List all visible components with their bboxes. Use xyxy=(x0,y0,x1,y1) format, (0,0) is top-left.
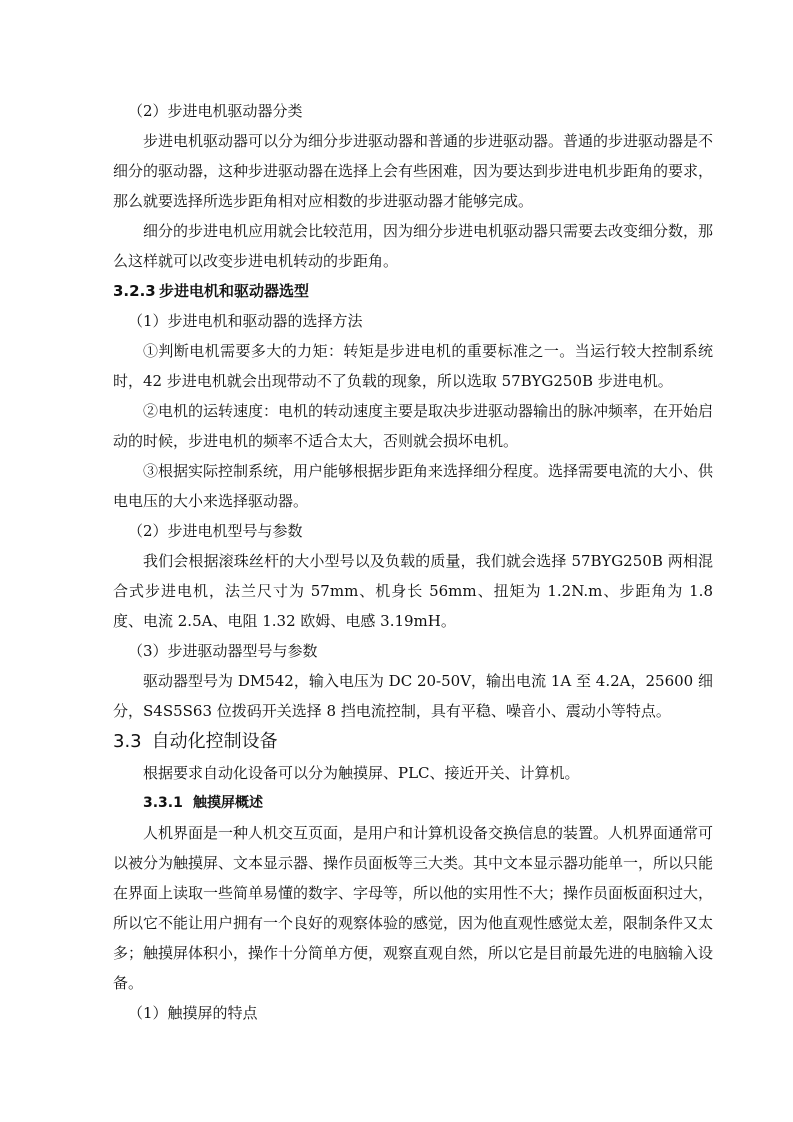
paragraph-control-system: ③根据实际控制系统，用户能够根据步距角来选择细分程度。选择需要电流的大小、供电电压的大小来选择驱动器。 xyxy=(113,462,714,510)
heading-3-2-3-title: 步进电机和驱动器选型 xyxy=(159,282,310,300)
paragraph-automation-devices: 根据要求自动化设备可以分为触摸屏、PLC、接近开关、计算机。 xyxy=(143,764,580,782)
subheading-selection-method: （1）步进电机和驱动器的选择方法 xyxy=(128,312,363,330)
subheading-motor-model: （2）步进电机型号与参数 xyxy=(128,522,303,540)
paragraph-driver-model: 驱动器型号为 DM542，输入电压为 DC 20-50V，输出电流 1A 至 4.2A，25600 细分，S4S5S63 位拨码开关选择 8 挡电流控制，具有平稳、噪音小、震动小等特点。 xyxy=(113,672,713,720)
heading-3-2-3 xyxy=(113,276,713,306)
page-content xyxy=(113,96,713,1028)
heading-3-3-1-title: 触摸屏概述 xyxy=(193,795,263,811)
paragraph-speed: ②电机的运转速度：电机的转动速度主要是取决步进驱动器输出的脉冲频率，在开始启动的时候，步进电机的频率不适合太大，否则就会损坏电机。 xyxy=(113,402,714,450)
heading-3-3-title: 自动化控制设备 xyxy=(151,731,278,752)
heading-3-3-1 xyxy=(113,788,713,818)
heading-3-3-1-number: 3.3.1 xyxy=(143,795,183,811)
subheading-driver-classification: （2）步进电机驱动器分类 xyxy=(128,102,303,120)
paragraph-driver-classification-1: 步进电机驱动器可以分为细分步进驱动器和普通的步进驱动器。普通的步进驱动器是不细分的驱动器，这种步进驱动器在选择上会有些困难，因为要达到步进电机步距角的要求，那么就要选择所选步距角相对应相数的步进驱动器才能够完成。 xyxy=(113,132,714,210)
heading-3-3-number: 3.3 xyxy=(113,731,142,752)
paragraph-motor-model: 我们会根据滚珠丝杆的大小型号以及负载的质量，我们就会选择 57BYG250B 两相混合式步进电机，法兰尺寸为 57mm、机身长 56mm、扭矩为 1.2N.m、步距角为 1.8 度、电流 2.5A、电阻 1.32 欧姆、电感 3.19mH。 xyxy=(113,552,713,630)
subheading-touchscreen-features: （1）触摸屏的特点 xyxy=(128,1004,258,1022)
paragraph-driver-classification-2: 细分的步进电机应用就会比较范用，因为细分步进电机驱动器只需要去改变细分数，那么这样就可以改变步进电机转动的步距角。 xyxy=(113,222,714,270)
heading-3-2-3-number: 3.2.3 xyxy=(113,282,156,300)
paragraph-torque: ①判断电机需要多大的力矩：转矩是步进电机的重要标准之一。当运行较大控制系统时，42 步进电机就会出现带动不了负载的现象，所以选取 57BYG250B 步进电机。 xyxy=(113,342,713,390)
subheading-driver-model: （3）步进驱动器型号与参数 xyxy=(128,642,318,660)
paragraph-hmi-overview: 人机界面是一种人机交互页面，是用户和计算机设备交换信息的装置。人机界面通常可以被分为触摸屏、文本显示器、操作员面板等三大类。其中文本显示器功能单一，所以只能在界面上读取一些简单易懂的数字、字母等，所以他的实用性不大；操作员面板面积过大，所以它不能让用户拥有一个良好的观察体验的感觉，因为他直观性感觉太差，限制条件又太多；触摸屏体积小，操作十分简单方便，观察直观自然，所以它是目前最先进的电脑输入设备。 xyxy=(113,824,714,992)
heading-3-3 xyxy=(113,726,713,758)
